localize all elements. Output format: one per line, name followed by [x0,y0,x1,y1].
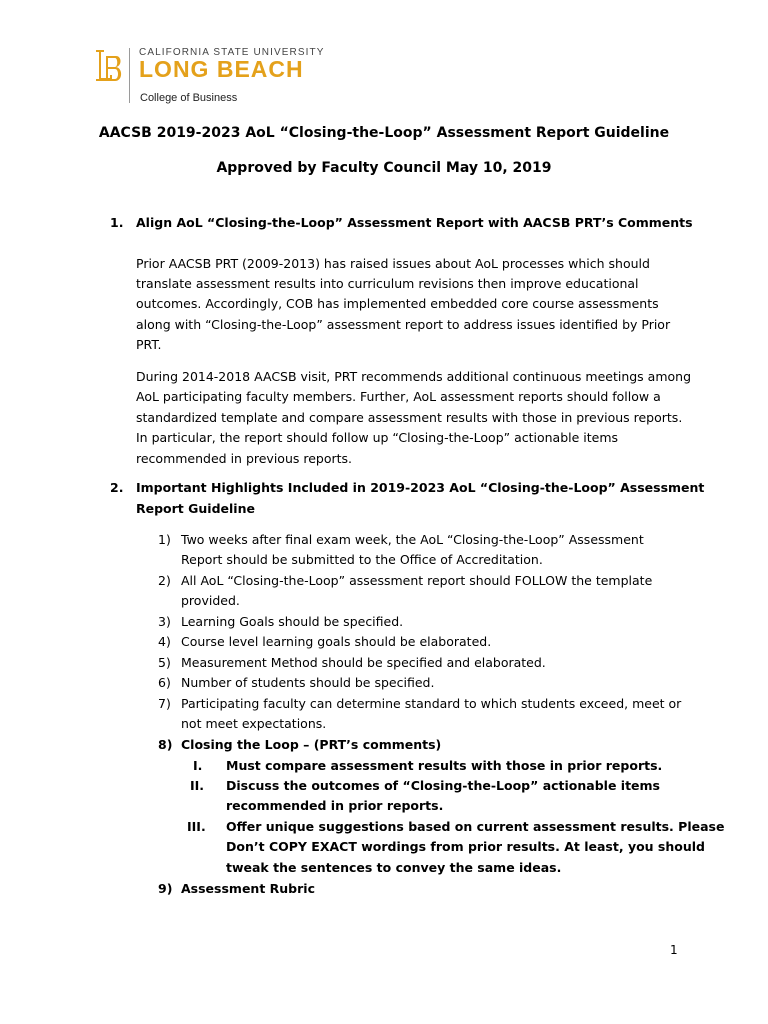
page-number: 1 [670,943,678,957]
section1-para2-line: In particular, the report should follow up “Closing-the-Loop” actionable items [136,430,619,445]
subitem-number: II. [190,778,205,793]
subitem: Discuss the outcomes of “Closing-the-Loop” actionable items [226,778,660,793]
subitem-number: I. [193,758,203,773]
list-item-number: 6) [158,675,171,690]
logo-university-text: CALIFORNIA STATE UNIVERSITY [139,47,325,58]
section2-heading: Report Guideline [136,501,255,516]
document-title: AACSB 2019-2023 AoL “Closing-the-Loop” Assessment Report Guideline [98,125,670,141]
list-item-number: 7) [158,696,171,711]
list-item: Two weeks after final exam week, the AoL “Closing-the-Loop” Assessment [181,532,644,547]
subitem: tweak the sentences to convey the same ideas. [226,860,562,875]
list-item: Learning Goals should be specified. [181,614,404,629]
section2-heading: Important Highlights Included in 2019-2023 AoL “Closing-the-Loop” Assessment [136,480,705,495]
list-item-number: 4) [158,634,171,649]
section1-para1-line: along with “Closing-the-Loop” assessment report to address issues identified by Prior [136,317,671,332]
subitem: Offer unique suggestions based on current assessment results. Please [226,819,725,834]
list-item: Participating faculty can determine standard to which students exceed, meet or [181,696,682,711]
logo-college-text: College of Business [140,92,238,104]
list-item-number: 1) [158,532,171,547]
logo-name-text: LONG BEACH [139,56,304,82]
section1-para2-line: standardized template and compare assessment results with those in previous reports. [136,410,683,425]
section1-para1-line: translate assessment results into curriculum revisions then improve educational [136,276,639,291]
list-item: All AoL “Closing-the-Loop” assessment report should FOLLOW the template [181,573,653,588]
list-item: Course level learning goals should be elaborated. [181,634,492,649]
section1-para1-line: PRT. [136,337,162,352]
section1-heading: Align AoL “Closing-the-Loop” Assessment Report with AACSB PRT’s Comments [136,215,693,230]
approval-subtitle: Approved by Faculty Council May 10, 2019 [216,160,552,176]
section1-para2-line: recommended in previous reports. [136,451,353,466]
section2-number: 2. [110,480,124,495]
list-item: Number of students should be specified. [181,675,435,690]
section1-para1-line: Prior AACSB PRT (2009-2013) has raised issues about AoL processes which should [136,256,650,271]
section1-number: 1. [110,215,124,230]
list-item: Report should be submitted to the Office of Accreditation. [181,552,543,567]
section1-para2-line: During 2014-2018 AACSB visit, PRT recommends additional continuous meetings among [136,369,692,384]
subitem-number: III. [187,819,206,834]
list-item: provided. [181,593,240,608]
list-item-number: 5) [158,655,171,670]
logo-divider [129,48,130,103]
lb-monogram-icon [92,48,124,88]
list-item: not meet expectations. [181,716,327,731]
subitem: Don’t COPY EXACT wordings from prior results. At least, you should [226,839,705,854]
list-item-number: 2) [158,573,171,588]
closing-the-loop-heading: Closing the Loop – (PRT’s comments) [181,737,442,752]
section1-para1-line: outcomes. Accordingly, COB has implemented embedded core course assessments [136,296,659,311]
subitem: recommended in prior reports. [226,798,444,813]
list-item-number: 9) [158,881,173,896]
list-item: Measurement Method should be specified and elaborated. [181,655,546,670]
list-item-number: 3) [158,614,171,629]
subitem: Must compare assessment results with those in prior reports. [226,758,663,773]
section1-para2-line: AoL participating faculty members. Further, AoL assessment reports should follow a [136,389,661,404]
assessment-rubric-heading: Assessment Rubric [181,881,315,896]
list-item-number: 8) [158,737,173,752]
